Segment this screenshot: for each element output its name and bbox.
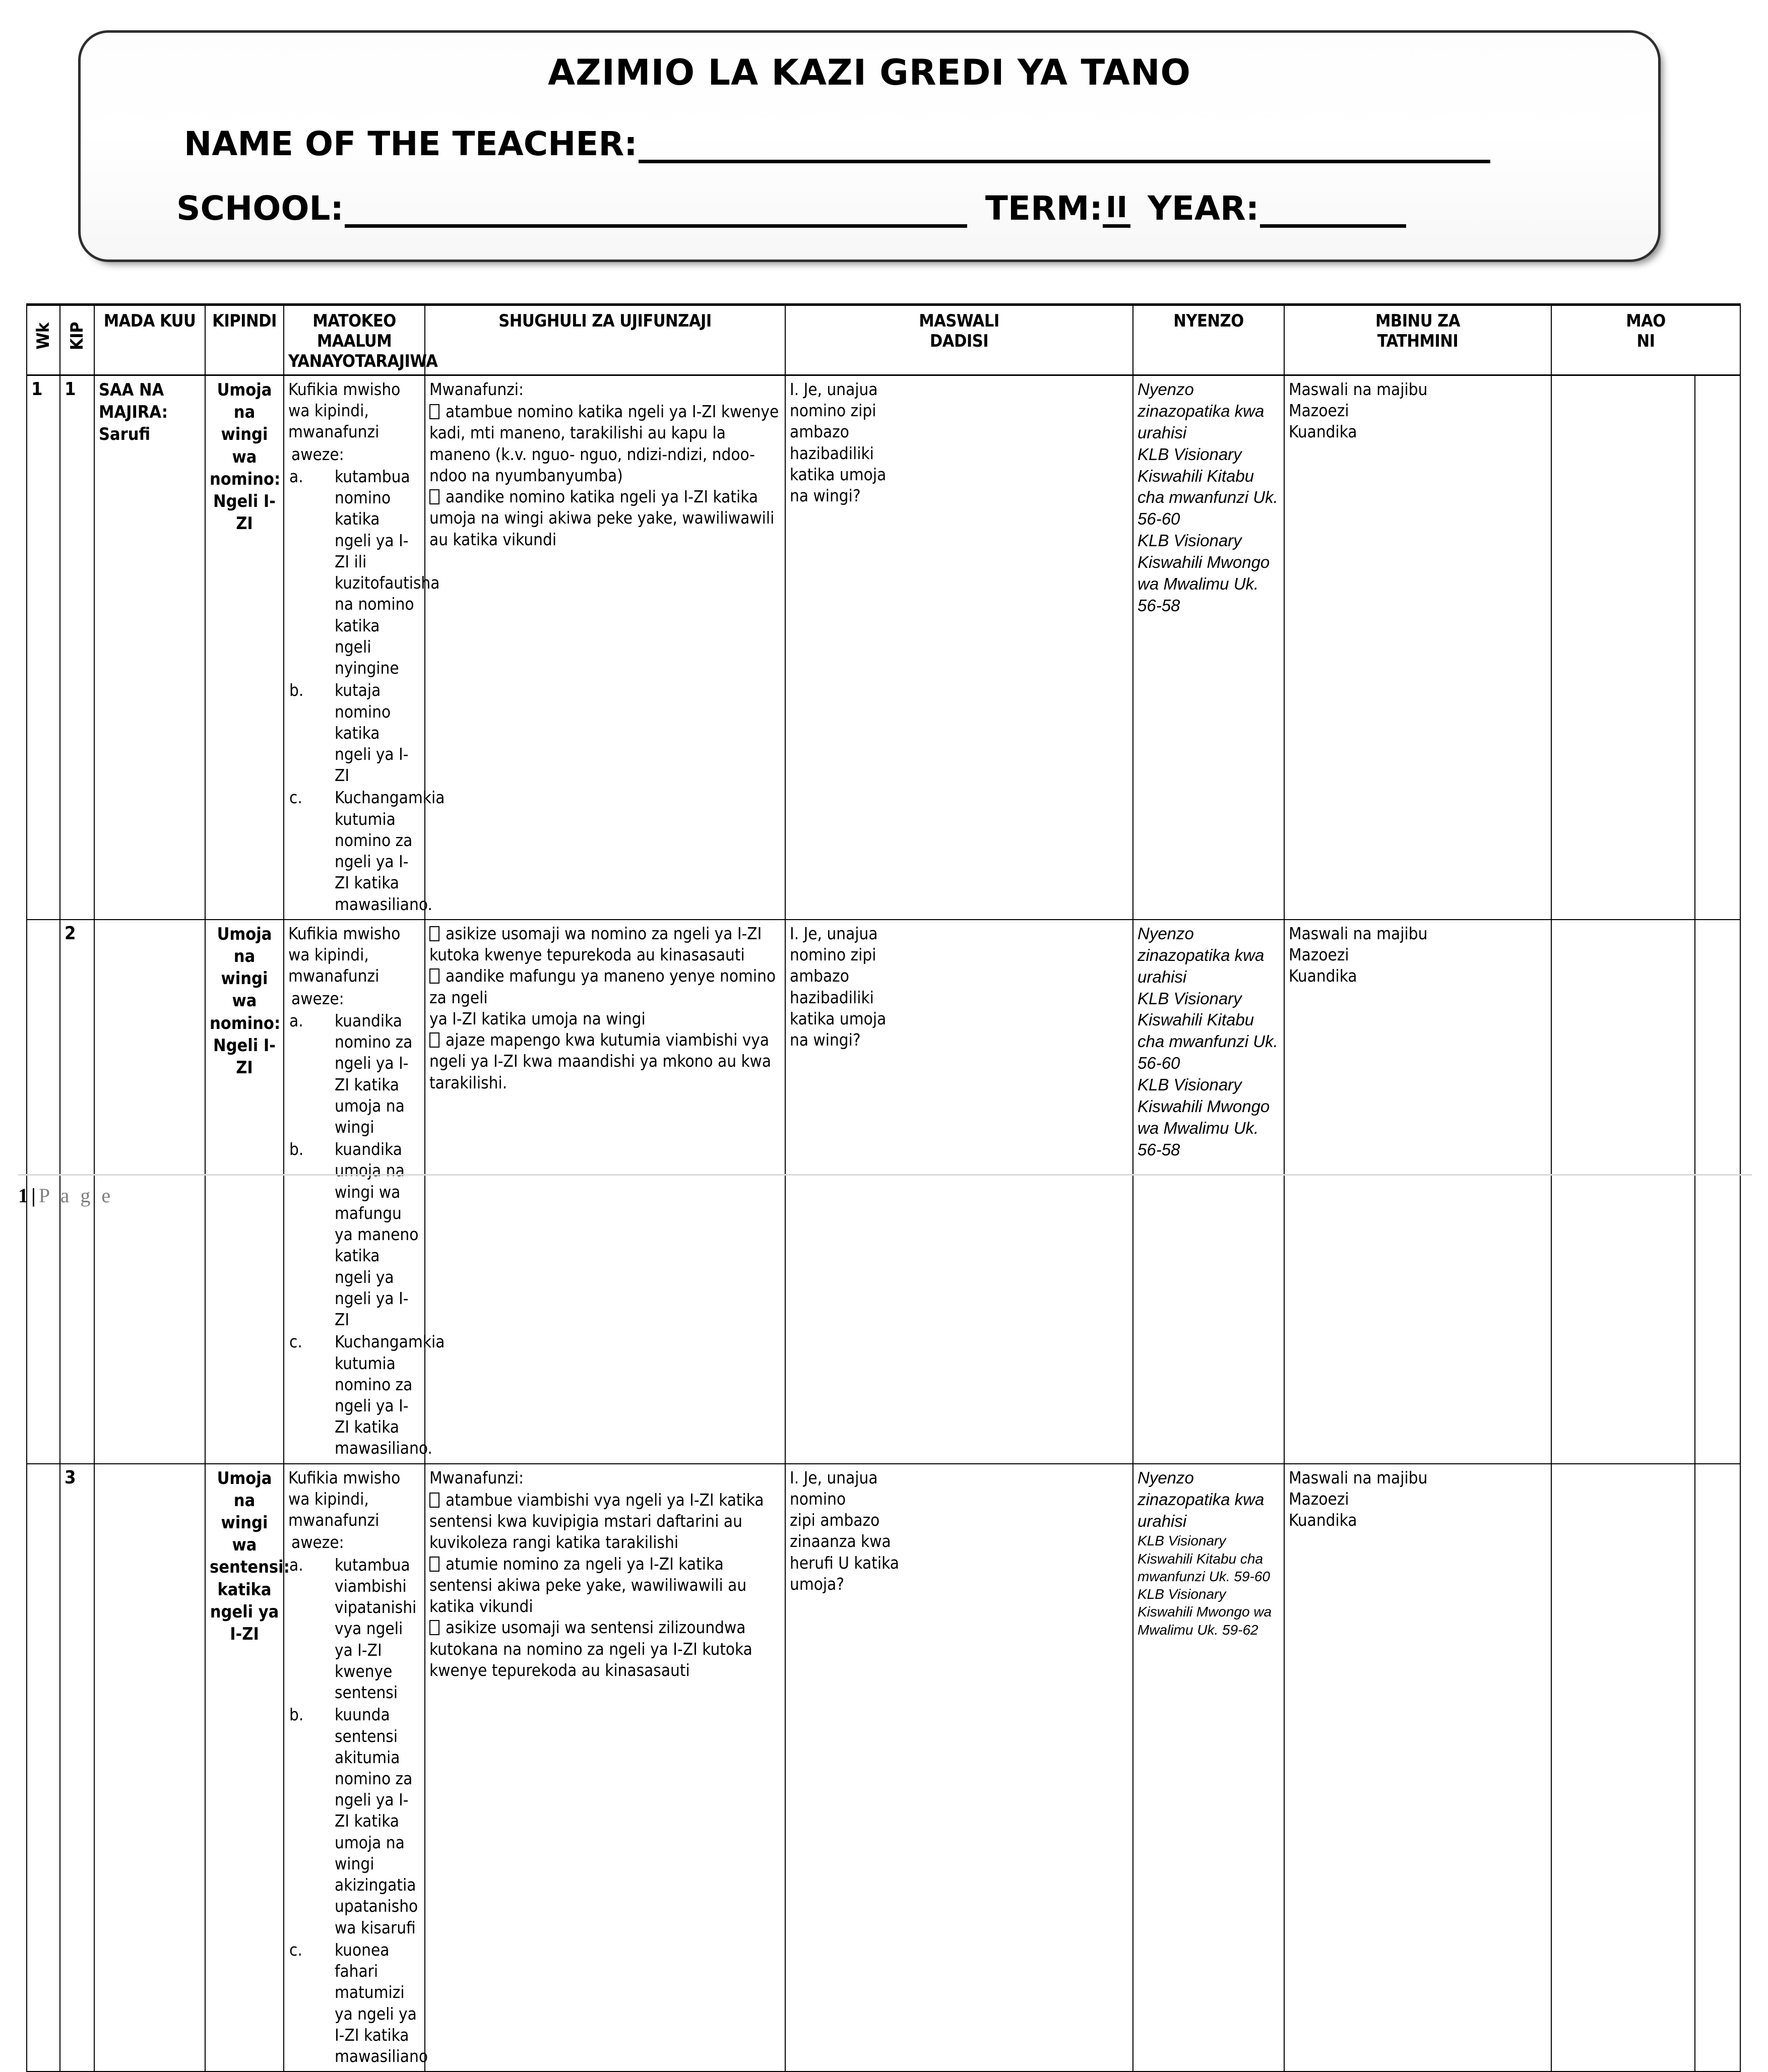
- cell-week: [27, 1464, 60, 2072]
- cell-maoni-extra: [1695, 375, 1740, 920]
- matokeo-intro-1: Kufikia mwisho wa kipindi, mwanafunzi: [288, 379, 401, 442]
- maswali-line-4: herufi U katika: [790, 1552, 899, 1573]
- cell-mbinu-za-tathmini: [1284, 375, 1551, 920]
- matokeo-item: b. kuandika umoja na wingi wa mafungu ya maneno katika ngeli ya ngeli ya I-ZI: [289, 1139, 419, 1330]
- kipindi-line-2: wa nomino:: [210, 991, 281, 1033]
- nyenzo-line-2: KLB Visionary Kiswahili Mwongo wa Mwalimu Uk. 56-58: [1138, 531, 1270, 615]
- shughuli-item: asikize usomaji wa nomino za ngeli ya I-ZI kutoka kwenye tepurekoda au kinasasauti: [429, 923, 762, 965]
- mbinu-line-1: Mazoezi: [1289, 401, 1349, 421]
- kipindi-line-3: ngeli ya I-ZI: [210, 1601, 279, 1645]
- matokeo-list: [288, 1010, 445, 1459]
- matokeo-item: a. kuandika nomino za ngeli ya I-ZI katika umoja na wingi: [289, 1010, 413, 1137]
- cell-lesson-number: 1: [60, 375, 94, 920]
- maswali-line-1: nomino zipi: [790, 945, 876, 965]
- column-header-maoni: [1551, 305, 1740, 375]
- mbinu-line-2: Kuandika: [1289, 422, 1357, 442]
- matokeo-item: c. kuonea fahari matumizi ya ngeli ya I-ZI katika mawasiliano: [289, 1939, 428, 2066]
- cell-week: 1: [27, 375, 60, 920]
- footer-page-number: 1: [18, 1184, 28, 1207]
- matokeo-item-marker: b.: [289, 680, 304, 700]
- kipindi-line-2: wa nomino:: [210, 446, 281, 489]
- cell-shughuli: [425, 375, 785, 920]
- cell-kipindi: [205, 1464, 290, 2072]
- nyenzo-line-0: Nyenzo zinazopatika kwa urahisi: [1138, 380, 1265, 442]
- maswali-line-3: hazibadiliki: [790, 987, 874, 1007]
- matokeo-item-marker: a.: [289, 466, 303, 486]
- mada-kuu-line-1: MAJIRA:: [99, 402, 168, 423]
- shughuli-intro: Mwanafunzi:: [429, 1467, 524, 1487]
- matokeo-item: c. Kuchangamkia kutumia nomino za ngeli ya I-ZI katika mawasiliano.: [289, 788, 445, 914]
- column-header-matokeo: MATOKEO MAALUM YANAYOTARAJIWA: [284, 305, 425, 375]
- page-footer: [18, 1174, 1752, 1207]
- page-title: AZIMIO LA KAZI GREDI YA TANO: [547, 52, 1191, 93]
- column-header-maoni-line1: MAO: [1626, 311, 1666, 331]
- maswali-line-3: hazibadiliki: [790, 443, 874, 463]
- maswali-line-2: ambazo: [790, 422, 849, 442]
- cell-maswali-dadisi: [785, 1464, 1133, 2072]
- bullet-box-icon: [429, 1557, 439, 1572]
- matokeo-item-marker: c.: [289, 788, 302, 808]
- mbinu-line-0: Maswali na majibu: [1289, 379, 1428, 399]
- bullet-box-icon: [429, 489, 439, 504]
- kipindi-line-0: Umoja na wingi: [217, 1468, 272, 1533]
- kipindi-line-3: Ngeli I-ZI: [213, 491, 276, 534]
- maswali-line-2: zipi ambazo: [790, 1510, 880, 1530]
- matokeo-item-marker: a.: [289, 1010, 303, 1030]
- column-header-mbinu-line2: TATHMINI: [1377, 331, 1459, 351]
- table-body: [27, 375, 1740, 2072]
- matokeo-intro-1: Kufikia mwisho wa kipindi, mwanafunzi: [288, 923, 401, 986]
- school-label: SCHOOL:: [176, 189, 344, 228]
- cell-shughuli: [425, 1464, 785, 2072]
- table-row: [27, 375, 1740, 920]
- column-header-kip-label: KIP: [67, 322, 87, 350]
- shughuli-item: aandike mafungu ya maneno yenye nomino za ngeli ya I-ZI katika umoja na wingi: [429, 966, 776, 1028]
- column-header-nyenzo: NYENZO: [1133, 305, 1284, 375]
- kipindi-line-0: Umoja na: [217, 924, 272, 967]
- teacher-name-field-row: [184, 124, 1491, 163]
- cell-lesson-number: 2: [60, 920, 94, 1464]
- matokeo-list: [288, 1555, 428, 2067]
- footer-separator: |: [31, 1184, 36, 1207]
- column-header-mbinu-line1: MBINU ZA: [1375, 311, 1461, 331]
- shughuli-list: [429, 401, 781, 550]
- shughuli-item: ajaze mapengo kwa kutumia viambishi vya ngeli ya I-ZI kwa maandishi ya mkono au kwa tarakilishi.: [429, 1030, 772, 1092]
- maswali-line-3: zinaanza kwa: [790, 1531, 891, 1551]
- nyenzo-extra-line-0: KLB Visionary Kiswahili Kitabu cha mwanfunzi Uk. 59-60: [1138, 1533, 1271, 1584]
- matokeo-intro-2: aweze:: [291, 988, 344, 1008]
- year-blank[interactable]: [1260, 195, 1406, 228]
- column-header-mada-kuu: MADA KUU: [94, 305, 205, 375]
- kipindi-line-0: Umoja na: [217, 380, 272, 423]
- school-term-year-row: [176, 189, 1407, 228]
- nyenzo-main: [1138, 379, 1280, 617]
- shughuli-item: asikize usomaji wa sentensi zilizoundwa kutokana na nomino za ngeli ya I-ZI kutoka kwenye tepurekoda au kinasasauti: [429, 1617, 752, 1680]
- nyenzo-extra: [1138, 1532, 1280, 1639]
- kipindi-line-1: wingi: [221, 968, 268, 989]
- cell-maoni: [1551, 375, 1695, 920]
- year-label: YEAR:: [1148, 189, 1259, 228]
- bullet-box-icon: [429, 1493, 439, 1508]
- shughuli-item: atumie nomino za ngeli ya I-ZI katika sentensi akiwa peke yake, wawiliwawili au katika vikundi: [429, 1553, 747, 1616]
- column-header-kipindi: KIPINDI: [205, 305, 284, 375]
- cell-maoni-extra: [1695, 1464, 1740, 2072]
- nyenzo-line-0: Nyenzo zinazopatika kwa urahisi: [1138, 1468, 1265, 1530]
- matokeo-item: a. kutambua nomino katika ngeli ya I-ZI ili kuzitofautisha na nomino katika ngeli nyingine: [289, 466, 440, 678]
- cell-kipindi: [205, 375, 284, 920]
- nyenzo-line-1: KLB Visionary Kiswahili Kitabu cha mwanfunzi Uk. 56-60: [1138, 444, 1278, 529]
- bullet-box-icon: [429, 968, 439, 984]
- column-header-maswali-dadisi: [785, 305, 1133, 375]
- column-header-mbinu-za-tathmini: [1284, 305, 1551, 375]
- matokeo-intro-1: Kufikia mwisho wa kipindi, mwanafunzi: [288, 1467, 401, 1530]
- kipindi-line-1: wingi: [221, 424, 268, 445]
- teacher-label: NAME OF THE TEACHER:: [184, 124, 638, 163]
- cell-mada-kuu: [94, 375, 205, 920]
- mada-kuu-line-2: Sarufi: [99, 424, 151, 445]
- nyenzo-main: [1138, 923, 1280, 1161]
- nyenzo-line-0: Nyenzo zinazopatika kwa urahisi: [1138, 924, 1265, 986]
- nyenzo-main: [1138, 1467, 1280, 1532]
- matokeo-item: a. kutambua viambishi vipatanishi vya ngeli ya I-ZI kwenye sentensi: [289, 1555, 417, 1703]
- kipindi-line-3: Ngeli I-ZI: [213, 1035, 276, 1078]
- table-row: [27, 1464, 1740, 2072]
- table-header-row: [27, 305, 1740, 375]
- shughuli-item: atambue nomino katika ngeli ya I-ZI kwenye kadi, mti maneno, tarakilishi au kapu la maneno (k.v. nguo- nguo, ndizi-ndizi, ndoo-ndoo na nyumbanyumba): [429, 402, 779, 485]
- matokeo-item-marker: b.: [289, 1705, 304, 1725]
- cell-mada-kuu: [94, 1464, 205, 2072]
- matokeo-item-marker: c.: [289, 1332, 302, 1352]
- bullet-box-icon: [429, 1032, 439, 1048]
- column-header-maoni-line2: NI: [1636, 331, 1655, 351]
- school-name-blank[interactable]: [345, 195, 967, 228]
- nyenzo-extra-line-1: KLB Visionary Kiswahili Mwongo wa Mwalimu Uk. 59-62: [1138, 1586, 1272, 1638]
- column-header-shughuli: SHUGHULI ZA UJIFUNZAJI: [425, 305, 785, 375]
- mbinu-line-2: Kuandika: [1289, 966, 1357, 986]
- teacher-name-blank[interactable]: [639, 131, 1490, 163]
- nyenzo-line-2: KLB Visionary Kiswahili Mwongo wa Mwalimu Uk. 56-58: [1138, 1075, 1270, 1159]
- matokeo-intro-2: aweze:: [291, 1532, 344, 1552]
- kipindi-line-1: wa sentensi:: [210, 1535, 290, 1578]
- maswali-line-0: I. Je, unajua: [790, 923, 878, 943]
- maswali-line-5: na wingi?: [790, 486, 861, 506]
- matokeo-item-marker: c.: [289, 1939, 302, 1960]
- mbinu-line-1: Mazoezi: [1289, 1488, 1349, 1509]
- matokeo-item: b. kutaja nomino katika ngeli ya I-ZI: [289, 680, 409, 786]
- nyenzo-line-1: KLB Visionary Kiswahili Kitabu cha mwanfunzi Uk. 56-60: [1138, 989, 1278, 1073]
- header-panel: [78, 30, 1661, 262]
- term-value[interactable]: II: [1103, 190, 1130, 228]
- cell-mbinu-za-tathmini: [1284, 1464, 1551, 2072]
- mada-kuu-line-0: SAA NA: [99, 380, 164, 400]
- page-indicator: [18, 1184, 1752, 1207]
- footer-page-word: P a g e: [38, 1184, 114, 1207]
- mbinu-line-0: Maswali na majibu: [1289, 923, 1428, 943]
- bullet-box-icon: [429, 404, 439, 419]
- column-header-maswali-line2: DADISI: [929, 331, 989, 351]
- cell-nyenzo: [1133, 1464, 1284, 2072]
- bullet-box-icon: [429, 1620, 439, 1635]
- shughuli-list: [429, 923, 781, 1093]
- column-header-kip: [60, 305, 94, 375]
- shughuli-list: [429, 1490, 781, 1681]
- maswali-line-0: I. Je, unajua: [790, 1467, 878, 1487]
- maswali-line-5: na wingi?: [790, 1030, 861, 1050]
- cell-nyenzo: [1133, 375, 1284, 920]
- shughuli-item: aandike nomino katika ngeli ya I-ZI katika umoja na wingi akiwa peke yake, wawiliwawili au katika vikundi: [429, 487, 775, 549]
- maswali-line-4: katika umoja: [790, 464, 887, 484]
- cell-matokeo: [284, 1464, 428, 2072]
- column-header-wk: [27, 305, 60, 375]
- kipindi-line-2: katika: [217, 1579, 272, 1600]
- matokeo-list: [288, 466, 445, 915]
- matokeo-intro-2: aweze:: [291, 444, 344, 464]
- column-header-wk-label: Wk: [33, 322, 53, 350]
- shughuli-item: atambue viambishi vya ngeli ya I-ZI katika sentensi kwa kuvipigia mstari daftarini au kuvikoleza rangi katika tarakilishi: [429, 1490, 764, 1552]
- term-label: TERM:: [985, 189, 1103, 228]
- maswali-line-0: I. Je, unajua: [790, 379, 878, 399]
- maswali-line-4: katika umoja: [790, 1008, 887, 1028]
- shughuli-intro: Mwanafunzi:: [429, 379, 524, 399]
- bullet-box-icon: [429, 926, 439, 941]
- cell-matokeo: [284, 375, 445, 920]
- mbinu-line-2: Kuandika: [1289, 1510, 1357, 1530]
- cell-lesson-number: 3: [60, 1464, 94, 2072]
- mbinu-line-1: Mazoezi: [1289, 945, 1349, 965]
- maswali-line-1: nomino zipi: [790, 401, 876, 421]
- maswali-line-1: nomino: [790, 1488, 846, 1509]
- matokeo-item: b. kuunda sentensi akitumia nomino za ngeli ya I-ZI katika umoja na wingi akizingatia upatanisho wa kisarufi: [289, 1705, 418, 1937]
- column-header-maswali-line1: MASWALI: [919, 311, 999, 331]
- cell-maswali-dadisi: [785, 375, 1133, 920]
- matokeo-item-marker: b.: [289, 1139, 304, 1159]
- matokeo-item-marker: a.: [289, 1555, 303, 1575]
- mbinu-line-0: Maswali na majibu: [1289, 1467, 1428, 1487]
- cell-maoni: [1551, 1464, 1695, 2072]
- matokeo-item: c. Kuchangamkia kutumia nomino za ngeli ya I-ZI katika mawasiliano.: [289, 1332, 445, 1458]
- maswali-line-5: umoja?: [790, 1574, 845, 1594]
- maswali-line-2: ambazo: [790, 966, 849, 986]
